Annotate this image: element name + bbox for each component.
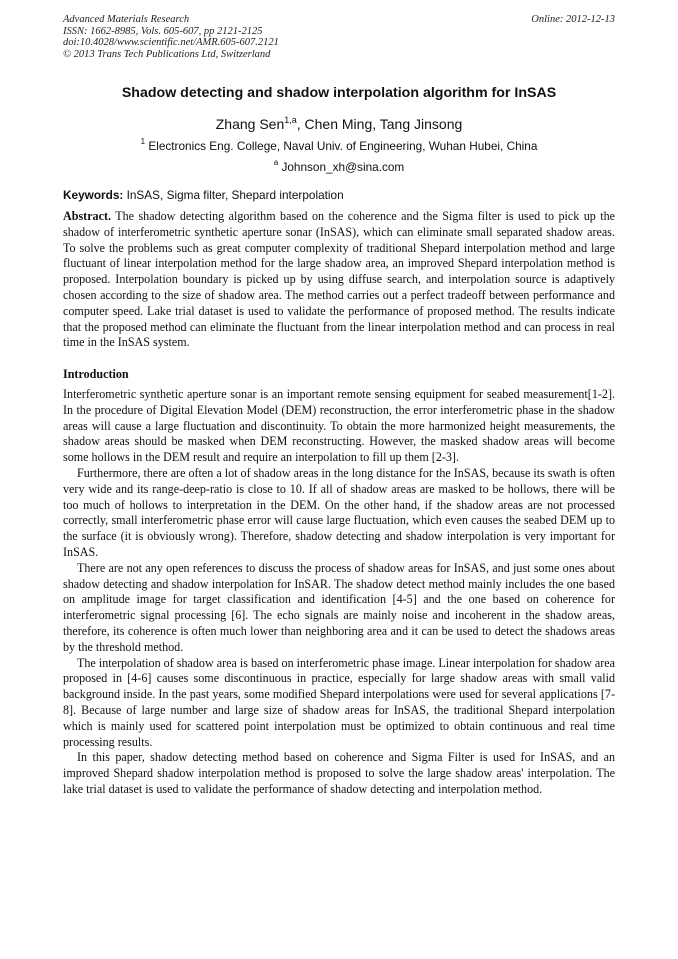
affiliation — [63, 139, 615, 154]
author-rest: , Chen Ming, Tang Jinsong — [296, 116, 463, 132]
doi-line: doi:10.4028/www.scientific.net/AMR.605-607.2121 — [63, 37, 279, 48]
affiliation-sup: 1 — [140, 137, 146, 146]
online-date: Online: 2012-12-13 — [531, 14, 615, 25]
author-first-sup: 1,a — [284, 115, 297, 125]
issn-line: ISSN: 1662-8985, Vols. 605-607, pp 2121-2125 — [63, 25, 263, 37]
copyright-line: © 2013 Trans Tech Publications Ltd, Switzerland — [63, 48, 271, 60]
intro-paragraph-2: Furthermore, there are often a lot of shadow areas in the long distance for the InSAS, because its swath is often very wide and its range-deep-ratio is close to 10. If all of shadow areas are masked to be hollows, there will be too much of hollows to interpretation in the DEM. On the other hand, if the shadow areas are not processed correctly, small interferometric phase error will cause large fluctuation, which even causes the seabed DEM up to the surface (it is obviously wrong). Therefore, shadow detecting and shadow interpolation is very important for InSAS. — [63, 465, 616, 559]
affiliation-text: Electronics Eng. College, Naval Univ. of Engineering, Wuhan Hubei, China — [145, 139, 538, 153]
abstract-text: The shadow detecting algorithm based on the coherence and the Sigma filter is used to pick up the shadow of interferometric synthetic aperture sonar (InSAS), which can eliminate small separated shadow areas. To solve the problems such as great computer complexity of traditional Shepard interpolation method and large fluctuant of linear interpolation method for the large shadow area, an improved Shepard interpolation method is proposed. Interpolation boundary is picked up by using diffuse search, and interpolation source is adaptively chosen according to the size of shadow area. The method carries out a perfect tradeoff between performance and computer speed. Lake trial dataset is used to validate the performance of proposed method. The results indicate that the proposed method can eliminate the fluctuant from the linear interpolation method and can process in real time in the InSAS system. — [63, 209, 615, 350]
paper-title: Shadow detecting and shadow interpolation algorithm for InSAS — [121, 85, 557, 101]
keywords-text: InSAS, Sigma filter, Shepard interpolation — [123, 188, 344, 202]
intro-paragraph-3: There are not any open references to discuss the process of shadow areas for InSAS, and just some ones about shadow detecting and shadow interpolation for InSAR. The shadow detect method mainly includes the one based on amplitude image for target classification and identification [4-5] and the one based on coherence for interferometric signal processing [6]. The echo signals are mainly noise and incoherent in the shadow areas, therefore, its coherence is often much lower than neighboring area and it can be used to detect the shadows areas by the threshold method. — [63, 560, 615, 654]
section-heading-introduction: Introduction — [63, 367, 129, 382]
paper-page — [63, 14, 615, 798]
intro-paragraph-5: In this paper, shadow detecting method based on coherence and Sigma Filter is used for InSAS, and an improved Shepard shadow interpolation method is proposed to solve the large shadow areas' interpolation. The lake trial dataset is used to validate the performance of shadow detecting and interpolation method. — [63, 750, 615, 796]
journal-name: Advanced Materials Research — [63, 14, 190, 25]
journal-header — [63, 14, 615, 60]
email-sup: a — [273, 158, 279, 167]
intro-paragraph-1: Interferometric synthetic aperture sonar is an important remote sensing equipment for seabed measurement[1-2]. In the procedure of Digital Elevation Model (DEM) reconstruction, the error interferometric phase in the shadow areas will cause a large fluctuation and discontinuity. To obtain the more harmonized height measurements, the shadow areas should be masked when DEM reconstructing. However, the masked shadow areas will become some hollows in the DEM result and require an interpolation to fill up them [2-3]. — [63, 386, 615, 465]
keywords-label: Keywords: — [63, 188, 124, 202]
author-line — [63, 115, 615, 133]
keywords — [63, 188, 615, 203]
author-first: Zhang Sen — [215, 116, 285, 132]
abstract — [63, 209, 615, 351]
email-line — [63, 160, 615, 175]
email-text: Johnson_xh@sina.com — [278, 160, 405, 174]
abstract-label: Abstract. — [63, 209, 112, 223]
intro-paragraph-4: The interpolation of shadow area is based on interferometric phase image. Linear interpolation for shadow area proposed in [4-6] causes some discontinuous in practice, especially for large shadow areas with small valid background inside. In the past years, some modified Shepard interpolations were used for several applications [7-8]. Because of large number and large size of shadow areas for InSAS, the traditional Shepard interpolation which is mainly used for scattered point interpolation must be optimized to obtain continuous and real time processing results. — [63, 655, 615, 749]
